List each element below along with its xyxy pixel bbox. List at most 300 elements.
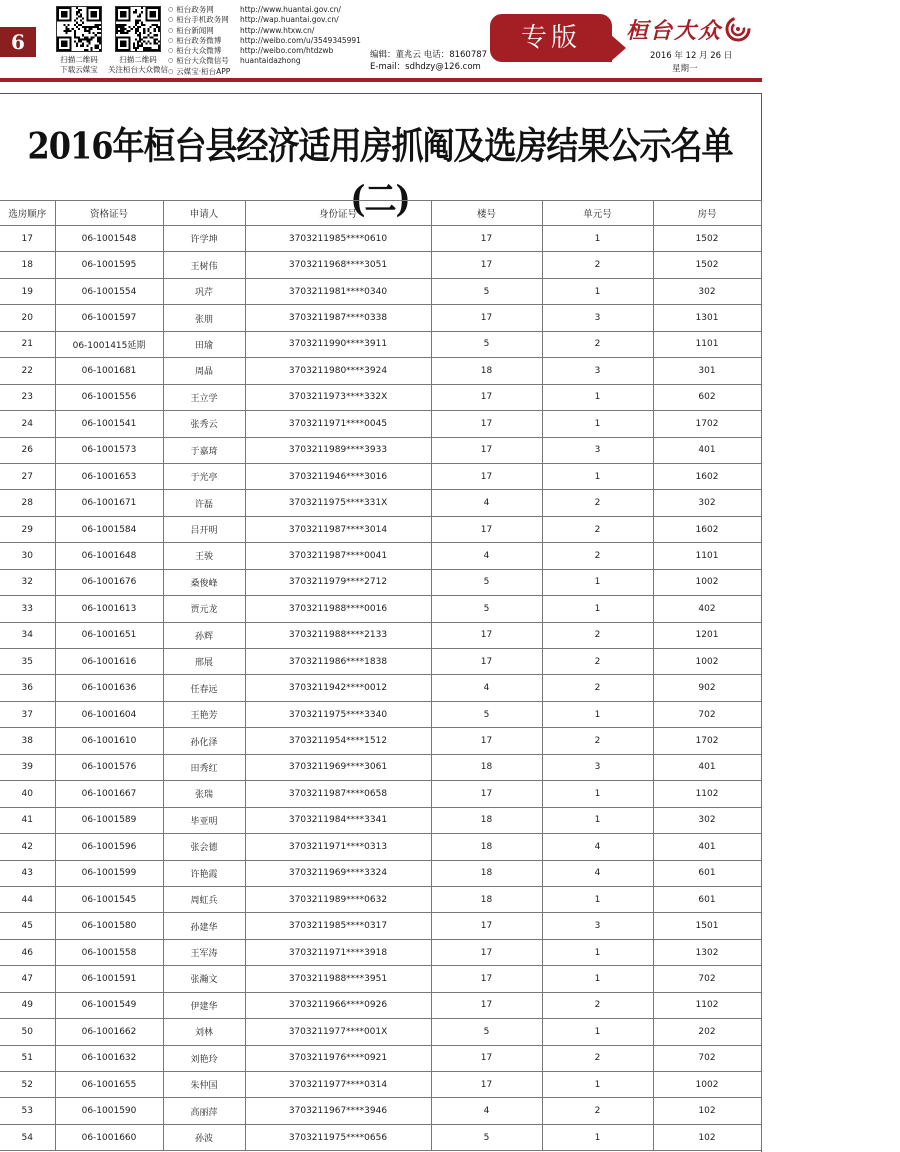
table-cell: 17: [431, 966, 542, 992]
table-cell: 1102: [653, 781, 761, 807]
table-cell: 孙建华: [163, 913, 245, 939]
table-cell: 1: [542, 807, 653, 833]
table-cell: 32: [0, 569, 55, 595]
media-link-value[interactable]: http://weibo.com/htdzwb: [240, 46, 334, 56]
table-cell: 许磊: [163, 490, 245, 516]
table-row: [0, 331, 761, 357]
table-cell: 28: [0, 490, 55, 516]
editor-info: [370, 49, 487, 73]
table-cell: 06-1001549: [55, 992, 163, 1018]
table-cell: 田瑜: [163, 331, 245, 357]
table-row: [0, 358, 761, 384]
table-cell: 17: [431, 384, 542, 410]
table-cell: 702: [653, 966, 761, 992]
table-cell: 17: [431, 781, 542, 807]
table-cell: 2: [542, 728, 653, 754]
table-cell: 4: [431, 1098, 542, 1124]
issue-weekday: 星期一: [672, 64, 698, 74]
table-cell: 5: [431, 596, 542, 622]
table-cell: 1: [542, 781, 653, 807]
table-cell: 37: [0, 701, 55, 727]
table-row: [0, 807, 761, 833]
table-cell: 06-1001651: [55, 622, 163, 648]
table-cell: 06-1001636: [55, 675, 163, 701]
table-cell: 45: [0, 913, 55, 939]
table-cell: 35: [0, 649, 55, 675]
table-cell: 3703211988****0016: [245, 596, 431, 622]
table-cell: 17: [431, 992, 542, 1018]
media-link-name: ○ 桓台政务微博: [168, 36, 240, 47]
table-cell: 06-1001648: [55, 543, 163, 569]
table-cell: 1: [542, 226, 653, 252]
media-link-row[interactable]: [168, 5, 361, 15]
table-cell: 702: [653, 1045, 761, 1071]
table-cell: 42: [0, 834, 55, 860]
table-cell: 5: [431, 1124, 542, 1150]
table-cell: 53: [0, 1098, 55, 1124]
table-cell: 47: [0, 966, 55, 992]
table-cell: 2: [542, 252, 653, 278]
table-cell: 06-1001662: [55, 1019, 163, 1045]
column-header: 选房顺序: [0, 201, 55, 226]
table-cell: 17: [431, 728, 542, 754]
table-cell: 06-1001556: [55, 384, 163, 410]
table-row: [0, 596, 761, 622]
table-cell: 06-1001671: [55, 490, 163, 516]
table-cell: 27: [0, 463, 55, 489]
table-row: [0, 252, 761, 278]
header-divider: [0, 78, 762, 82]
table-cell: 401: [653, 437, 761, 463]
table-cell: 49: [0, 992, 55, 1018]
table-cell: 06-1001554: [55, 278, 163, 304]
table-row: [0, 569, 761, 595]
table-cell: 3: [542, 754, 653, 780]
table-cell: 3703211969****3324: [245, 860, 431, 886]
table-cell: 06-1001573: [55, 437, 163, 463]
qr-code-icon: [116, 7, 160, 51]
media-link-value[interactable]: http://www.huantai.gov.cn/: [240, 5, 341, 14]
table-cell: 51: [0, 1045, 55, 1071]
table-cell: 毕亚明: [163, 807, 245, 833]
table-cell: 52: [0, 1072, 55, 1098]
table-cell: 2: [542, 1098, 653, 1124]
table-cell: 1301: [653, 305, 761, 331]
table-cell: 3703211988****3951: [245, 966, 431, 992]
table-cell: 17: [431, 437, 542, 463]
media-link-name: ○ 桓台新闻网: [168, 26, 240, 37]
table-cell: 1501: [653, 913, 761, 939]
table-cell: 1101: [653, 543, 761, 569]
table-cell: 1: [542, 1019, 653, 1045]
table-cell: 102: [653, 1098, 761, 1124]
table-cell: 06-1001613: [55, 596, 163, 622]
table-cell: 06-1001681: [55, 358, 163, 384]
table-cell: 19: [0, 278, 55, 304]
table-cell: 1: [542, 384, 653, 410]
table-cell: 王艳芳: [163, 701, 245, 727]
qr-caption-line: 关注桓台大众微信: [108, 65, 168, 74]
table-cell: 田秀红: [163, 754, 245, 780]
table-row: [0, 305, 761, 331]
table-cell: 1502: [653, 252, 761, 278]
table-cell: 3703211987****0338: [245, 305, 431, 331]
column-header: 单元号: [542, 201, 653, 226]
table-row: [0, 543, 761, 569]
table-cell: 43: [0, 860, 55, 886]
table-cell: 1602: [653, 463, 761, 489]
table-cell: 3703211971****3918: [245, 939, 431, 965]
table-cell: 54: [0, 1124, 55, 1150]
table-row: [0, 913, 761, 939]
table-cell: 3703211989****0632: [245, 886, 431, 912]
table-cell: 吕开明: [163, 516, 245, 542]
table-cell: 5: [431, 569, 542, 595]
page-number: 6: [0, 27, 36, 57]
media-link-name: ○ 桓台大众微博: [168, 46, 240, 57]
table-cell: 401: [653, 834, 761, 860]
table-cell: 4: [431, 675, 542, 701]
table-cell: 1702: [653, 411, 761, 437]
table-cell: 1201: [653, 622, 761, 648]
table-cell: 18: [431, 860, 542, 886]
table-cell: 3703211967****3946: [245, 1098, 431, 1124]
table-cell: 4: [431, 543, 542, 569]
table-cell: 3703211946****3016: [245, 463, 431, 489]
table-cell: 3: [542, 913, 653, 939]
table-cell: 17: [431, 1045, 542, 1071]
table-cell: 5: [431, 331, 542, 357]
table-cell: 17: [431, 305, 542, 331]
results-table: [0, 200, 762, 1151]
table-cell: 06-1001653: [55, 463, 163, 489]
table-cell: 3703211985****0317: [245, 913, 431, 939]
table-cell: 17: [431, 411, 542, 437]
table-row: [0, 226, 761, 252]
media-link-row[interactable]: [168, 46, 361, 56]
table-cell: 18: [431, 754, 542, 780]
table-cell: 5: [431, 701, 542, 727]
table-cell: 29: [0, 516, 55, 542]
table-cell: 2: [542, 543, 653, 569]
table-cell: 3703211971****0045: [245, 411, 431, 437]
editor-line: 编辑：董兆云 电话：8160787: [370, 50, 488, 60]
table-cell: 4: [542, 860, 653, 886]
table-cell: 1102: [653, 992, 761, 1018]
table-cell: 2: [542, 649, 653, 675]
table-cell: 302: [653, 807, 761, 833]
table-cell: 06-1001597: [55, 305, 163, 331]
qr-code-wechat[interactable]: [115, 6, 161, 52]
table-cell: 06-1001415延期: [55, 331, 163, 357]
table-cell: 许学坤: [163, 226, 245, 252]
table-cell: 许艳霞: [163, 860, 245, 886]
table-cell: 34: [0, 622, 55, 648]
qr-caption-app: [46, 55, 112, 75]
table-cell: 1702: [653, 728, 761, 754]
table-cell: 22: [0, 358, 55, 384]
table-cell: 602: [653, 384, 761, 410]
qr-code-icon: [57, 7, 101, 51]
table-row: [0, 1098, 761, 1124]
table-cell: 1: [542, 411, 653, 437]
table-cell: 1302: [653, 939, 761, 965]
table-cell: 06-1001595: [55, 252, 163, 278]
table-row: [0, 437, 761, 463]
table-cell: 1: [542, 278, 653, 304]
table-cell: 1: [542, 463, 653, 489]
qr-caption-line: 扫描二维码: [119, 55, 157, 64]
table-cell: 1101: [653, 331, 761, 357]
table-row: [0, 992, 761, 1018]
table-cell: 17: [431, 939, 542, 965]
table-cell: 周晶: [163, 358, 245, 384]
table-cell: 3: [542, 437, 653, 463]
table-cell: 3703211987****0658: [245, 781, 431, 807]
table-body: [0, 226, 761, 1151]
table-row: [0, 1124, 761, 1150]
table-cell: 702: [653, 701, 761, 727]
table-cell: 06-1001541: [55, 411, 163, 437]
table-cell: 102: [653, 1124, 761, 1150]
announcement-panel: [0, 93, 762, 1152]
table-cell: 1: [542, 886, 653, 912]
brand-logo-icon: [725, 16, 751, 42]
table-cell: 06-1001545: [55, 886, 163, 912]
media-link-name: ○ 云媒宝·桓台APP: [168, 67, 240, 78]
table-row: [0, 701, 761, 727]
table-cell: 601: [653, 886, 761, 912]
table-cell: 06-1001655: [55, 1072, 163, 1098]
table-cell: 3703211973****332X: [245, 384, 431, 410]
table-row: [0, 411, 761, 437]
table-cell: 3703211984****3341: [245, 807, 431, 833]
table-cell: 06-1001599: [55, 860, 163, 886]
table-cell: 3703211985****0610: [245, 226, 431, 252]
table-cell: 2: [542, 992, 653, 1018]
table-row: [0, 675, 761, 701]
table-row: [0, 384, 761, 410]
table-row: [0, 860, 761, 886]
table-cell: 06-1001590: [55, 1098, 163, 1124]
table-cell: 孙波: [163, 1124, 245, 1150]
table-cell: 06-1001596: [55, 834, 163, 860]
table-cell: 3703211986****1838: [245, 649, 431, 675]
table-cell: 24: [0, 411, 55, 437]
table-cell: 301: [653, 358, 761, 384]
table-cell: 18: [0, 252, 55, 278]
table-cell: 3703211979****2712: [245, 569, 431, 595]
table-cell: 06-1001548: [55, 226, 163, 252]
table-cell: 1002: [653, 1072, 761, 1098]
table-cell: 任春远: [163, 675, 245, 701]
table-cell: 3703211989****3933: [245, 437, 431, 463]
table-cell: 周虹兵: [163, 886, 245, 912]
table-cell: 3703211969****3061: [245, 754, 431, 780]
table-cell: 17: [431, 516, 542, 542]
table-cell: 1002: [653, 569, 761, 595]
table-row: [0, 278, 761, 304]
table-cell: 26: [0, 437, 55, 463]
table-cell: 张会德: [163, 834, 245, 860]
table-cell: 3703211988****2133: [245, 622, 431, 648]
table-row: [0, 781, 761, 807]
issue-date: 2016 年 12 月 26 日: [650, 51, 733, 61]
table-cell: 3703211990****3911: [245, 331, 431, 357]
table-cell: 2: [542, 331, 653, 357]
table-cell: 17: [431, 252, 542, 278]
media-link-row[interactable]: [168, 36, 361, 46]
table-row: [0, 754, 761, 780]
table-cell: 3: [542, 305, 653, 331]
qr-caption-line: 扫描二维码: [60, 55, 98, 64]
table-cell: 402: [653, 596, 761, 622]
column-header: 房号: [653, 201, 761, 226]
media-link-name: ○ 桓台手机政务网: [168, 15, 240, 26]
table-cell: 王树伟: [163, 252, 245, 278]
table-cell: 30: [0, 543, 55, 569]
table-cell: 孙化泽: [163, 728, 245, 754]
table-cell: 桑俊峰: [163, 569, 245, 595]
document-title: 2016年桓台县经济适用房抓阄及选房结果公示名单(二): [27, 124, 733, 221]
brand-name: 桓台大众: [626, 18, 723, 44]
table-cell: 302: [653, 278, 761, 304]
table-cell: 23: [0, 384, 55, 410]
media-links-list: [168, 5, 361, 77]
table-row: [0, 728, 761, 754]
table-cell: 伊建华: [163, 992, 245, 1018]
table-cell: 3703211980****3924: [245, 358, 431, 384]
table-cell: 2: [542, 516, 653, 542]
media-link-name: ○ 桓台政务网: [168, 5, 240, 16]
table-cell: 3703211977****001X: [245, 1019, 431, 1045]
table-cell: 20: [0, 305, 55, 331]
table-cell: 刘林: [163, 1019, 245, 1045]
table-cell: 40: [0, 781, 55, 807]
table-cell: 3703211942****0012: [245, 675, 431, 701]
media-link-value[interactable]: http://www.htxw.cn/: [240, 25, 315, 35]
table-cell: 17: [431, 463, 542, 489]
section-label: 专版: [490, 14, 612, 62]
table-cell: 王立学: [163, 384, 245, 410]
table-cell: 601: [653, 860, 761, 886]
table-cell: 张瀚文: [163, 966, 245, 992]
table-cell: 2: [542, 675, 653, 701]
media-link-row[interactable]: [168, 67, 361, 77]
table-cell: 06-1001660: [55, 1124, 163, 1150]
table-cell: 1: [542, 569, 653, 595]
table-cell: 刘艳玲: [163, 1045, 245, 1071]
table-cell: 3: [542, 358, 653, 384]
media-link-name: ○ 桓台大众微信号: [168, 56, 240, 67]
table-cell: 06-1001667: [55, 781, 163, 807]
table-cell: 21: [0, 331, 55, 357]
table-cell: 3703211975****331X: [245, 490, 431, 516]
table-cell: 06-1001604: [55, 701, 163, 727]
media-link-value[interactable]: http://weibo.com/u/3549345991: [240, 35, 361, 45]
table-cell: 1: [542, 701, 653, 727]
media-link-value[interactable]: huantaidazhong: [240, 56, 301, 66]
table-row: [0, 516, 761, 542]
table-cell: 3703211975****0656: [245, 1124, 431, 1150]
media-link-row[interactable]: [168, 15, 361, 25]
table-cell: 朱仲国: [163, 1072, 245, 1098]
table-cell: 高丽萍: [163, 1098, 245, 1124]
table-cell: 3703211981****0340: [245, 278, 431, 304]
table-cell: 06-1001589: [55, 807, 163, 833]
table-row: [0, 1072, 761, 1098]
table-cell: 06-1001558: [55, 939, 163, 965]
column-header: 资格证号: [55, 201, 163, 226]
table-cell: 06-1001584: [55, 516, 163, 542]
table-cell: 巩芹: [163, 278, 245, 304]
column-header: 申请人: [163, 201, 245, 226]
media-link-row[interactable]: [168, 26, 361, 36]
table-cell: 17: [431, 649, 542, 675]
table-cell: 50: [0, 1019, 55, 1045]
table-cell: 4: [542, 834, 653, 860]
table-cell: 2: [542, 490, 653, 516]
table-cell: 44: [0, 886, 55, 912]
table-row: [0, 622, 761, 648]
qr-caption-wechat: [105, 55, 171, 75]
table-cell: 3703211954****1512: [245, 728, 431, 754]
table-cell: 18: [431, 358, 542, 384]
table-cell: 06-1001676: [55, 569, 163, 595]
table-cell: 41: [0, 807, 55, 833]
table-cell: 张秀云: [163, 411, 245, 437]
table-cell: 1: [542, 966, 653, 992]
table-header-row: [0, 201, 761, 226]
table-cell: 202: [653, 1019, 761, 1045]
table-cell: 17: [431, 1072, 542, 1098]
table-cell: 贾元龙: [163, 596, 245, 622]
table-cell: 06-1001632: [55, 1045, 163, 1071]
table-cell: 401: [653, 754, 761, 780]
table-cell: 18: [431, 886, 542, 912]
table-cell: 张朋: [163, 305, 245, 331]
table-cell: 1502: [653, 226, 761, 252]
table-row: [0, 490, 761, 516]
media-link-row[interactable]: [168, 56, 361, 66]
table-cell: 18: [431, 834, 542, 860]
table-cell: 902: [653, 675, 761, 701]
table-row: [0, 834, 761, 860]
table-cell: 06-1001591: [55, 966, 163, 992]
table-cell: 于嘉琦: [163, 437, 245, 463]
table-cell: 于光亭: [163, 463, 245, 489]
qr-code-app[interactable]: [56, 6, 102, 52]
table-cell: 2: [542, 1045, 653, 1071]
table-cell: 3703211976****0921: [245, 1045, 431, 1071]
table-cell: 孙辉: [163, 622, 245, 648]
table-cell: 5: [431, 278, 542, 304]
table-cell: 3703211971****0313: [245, 834, 431, 860]
table-cell: 302: [653, 490, 761, 516]
media-link-value[interactable]: http://wap.huantai.gov.cn/: [240, 15, 339, 25]
table-cell: 18: [431, 807, 542, 833]
table-cell: 06-1001610: [55, 728, 163, 754]
table-cell: 3703211966****0926: [245, 992, 431, 1018]
table-cell: 39: [0, 754, 55, 780]
table-row: [0, 966, 761, 992]
table-cell: 1: [542, 939, 653, 965]
table-cell: 33: [0, 596, 55, 622]
table-cell: 4: [431, 490, 542, 516]
column-header: 楼号: [431, 201, 542, 226]
newspaper-header: [0, 0, 762, 88]
table-cell: 邢展: [163, 649, 245, 675]
